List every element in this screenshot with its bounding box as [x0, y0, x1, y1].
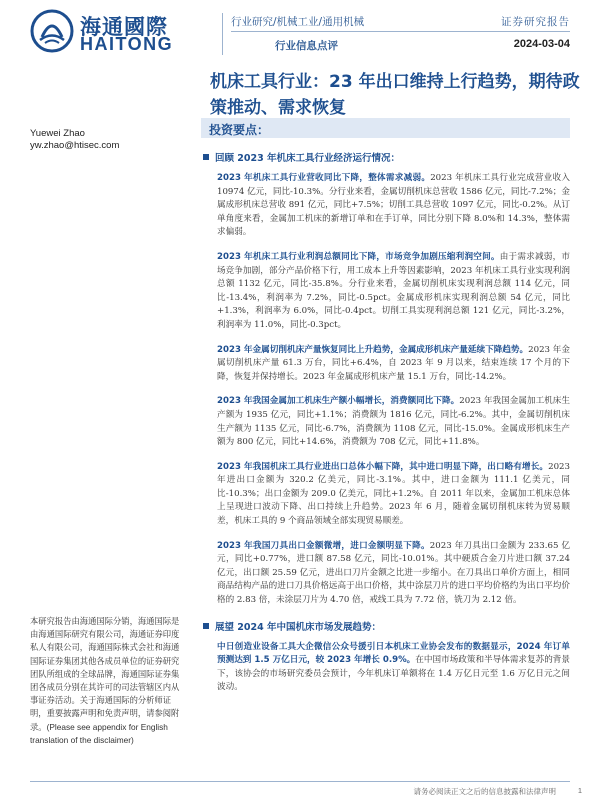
paragraph-text: 2023 年机床工具行业完成营业收入 10974 亿元，同比-10.3%。分行业来看，金属切削机床总营收 1586 亿元，同比-7.2%；金属成形机床总营收 891 亿元，同比+7.5%；切削工具总营收 1097 亿元，同比-0.2%。从订单角度来看，金属加工机床的新增订单和在手订单，同比分别下降 8.0%和 14.3%，整体需求偏弱。 — [217, 173, 570, 238]
page-title: 机床工具行业：23 年出口维持上行趋势，期待政策推动、需求恢复 — [210, 72, 580, 118]
footer-notice: 请务必阅读正文之后的信息披露和法律声明 — [413, 787, 556, 796]
paragraph-lead: 2023 年金属切削机床产量恢复同比上升趋势，金属成形机床产量延续下降趋势。 — [217, 344, 529, 355]
report-label: 证券研究报告 — [501, 16, 570, 28]
bullet-heading — [201, 150, 570, 164]
paragraph-lead: 中日创造业设备工具大企微信公众号援引日本机床工业协会发布的数据显示，2024 年订单预测达到 1.5 万亿日元，较 2023 年增长 0.9%。 — [217, 641, 570, 666]
paragraph — [217, 461, 570, 529]
paragraph — [217, 641, 570, 695]
page-number: 1 — [577, 786, 582, 795]
paragraph — [217, 172, 570, 240]
paragraph-text: 2023 年金属切削机床产量 61.3 万台，同比+6.4%，自 2023 年 9 月以来，结束连续 17 个月的下降，恢复并保持增长。2023 年金属成形机床产量 15.1 万台，同比-14.2%。 — [217, 344, 570, 382]
author-email[interactable]: yw.zhao@htisec.com — [30, 140, 120, 151]
bullet-heading-text: 展望 2024 年中国机床市场发展趋势： — [215, 621, 382, 633]
paragraph-text: 由于需求减弱，市场竞争加剧，部分产品价格下行，用工成本上升等因素影响，2023 年机床工具行业实现利润总额 1132 亿元，同比-35.8%。分行业来看，金属切削机床实现利润总额 114 亿元，同比-13.4%，利润率为 7.2%，同比-0.5pct。金属成形机床实现利润总额 54 亿元，同比+1.3%，利润率为 6.0%，同比-0.4pct。切削工具实现利润总额 121 亿元，同比-3.2%，利润率为 11.0%，同比-0.3pct。 — [217, 251, 570, 330]
bullet-heading-text: 回顾 2023 年机床工具行业经济运行情况： — [215, 153, 401, 164]
bullet-heading — [201, 619, 570, 633]
logo-english-name: HAITONG — [80, 34, 174, 54]
company-logo — [30, 9, 190, 53]
paragraph-text: 2023 年刀具出口金额为 233.65 亿元，同比+0.77%，进口额 87.58 亿元，同比-10.01%。其中硬质合金刀片进口额 37.24 亿元，出口额 25.59 亿元，进出口刀片金额之比进一步缩小。在刀具出口单价方面上，相同商品结构产品的进口刀具价格远高于出口价格，其中涂层刀片的进口平均价格约为出口平均价格的 2.83 倍，未涂层刀片为 4.70 倍，戒线工具为 7.72 倍，铣刀为 2.12 倍。 — [217, 540, 570, 606]
paragraph-text: 2023 年进出口金额为 320.2 亿美元，同比-3.1%。其中，进口金额为 111.1 亿美元，同比-10.3%；出口金额为 209.0 亿美元，同比+1.2%。自 2011 年以来，金属加工机床总体上呈现进口波动下降、出口持续上升趋势。2023 年 6 月，随着金属切削机床转为贸易顺差，机床工具的 9 个商品领域全部实现贸易顺差。 — [217, 461, 570, 527]
paragraph-lead: 2023 年机床工具行业营收同比下降，整体需求减弱。 — [217, 173, 431, 183]
main-content — [201, 150, 570, 706]
paragraph-lead: 2023 年我国刀具出口金额微增，进口金额明显下降。 — [217, 540, 430, 551]
paragraph-lead: 2023 年我国机床工具行业进出口总体小幅下降，其中进口明显下降，出口略有增长。 — [217, 461, 549, 472]
disclaimer — [30, 615, 180, 747]
header-divider — [222, 13, 223, 55]
paragraph — [217, 251, 570, 333]
paragraph-text: 2023 年我国金属加工机床生产额为 1935 亿元，同比+1.1%；消费额为 1816 亿元，同比-6.2%。其中，金属切削机床生产额为 1135 亿元，同比-6.7%，消费额为 1108 亿元，同比-15.0%。金属成形机床生产额为 800 亿元，同比+14.6%，消费额为 708 亿元，同比+11.8%。 — [217, 396, 570, 448]
paragraph-text: 在中国市场政策和半导体需求复苏的背景下，该协会的市场研究委员会预计，今年机床订单额将在 1.4 万亿日元至 1.6 万亿日元之间波动。 — [217, 655, 570, 693]
square-bullet-icon — [203, 154, 209, 160]
paragraph — [217, 344, 570, 385]
square-bullet-icon — [203, 623, 209, 629]
report-date: 2024-03-04 — [513, 38, 570, 50]
author-name: Yuewei Zhao — [30, 128, 85, 139]
header-rule — [231, 31, 570, 32]
paragraph — [217, 540, 570, 608]
section-title: 投资要点： — [209, 123, 270, 137]
category-path: 行业研究/机械工业/通用机械 — [231, 16, 365, 28]
footer-rule — [30, 781, 570, 782]
report-type: 行业信息点评 — [275, 40, 338, 52]
logo-chinese-name: 海通國際 — [80, 15, 168, 39]
paragraph — [217, 395, 570, 449]
paragraph-lead: 2023 年机床工具行业利润总额同比下降，市场竞争加剧压缩利润空间。 — [217, 251, 500, 262]
paragraph-lead: 2023 年我国金属加工机床生产额小幅增长，消费额同比下降。 — [217, 396, 460, 407]
disclaimer-english-note: (Please see appendix for English translation of the disclaimer) — [30, 721, 168, 745]
disclaimer-text: 本研究报告由海通国际分销，海通国际是由海通国际研究有限公司，海通证券印度私人有限公司，海通国际株式会社和海通国际证券集团其他各成员单位的证券研究团队所组成的全球品牌，海通国际证券集团各成员分别在其许可的司法管辖区内从事证券活动。关于海通国际的分析师证明，重要披露声明和免责声明，请参阅附录。 — [30, 616, 180, 732]
haitong-logo-icon — [30, 9, 74, 53]
